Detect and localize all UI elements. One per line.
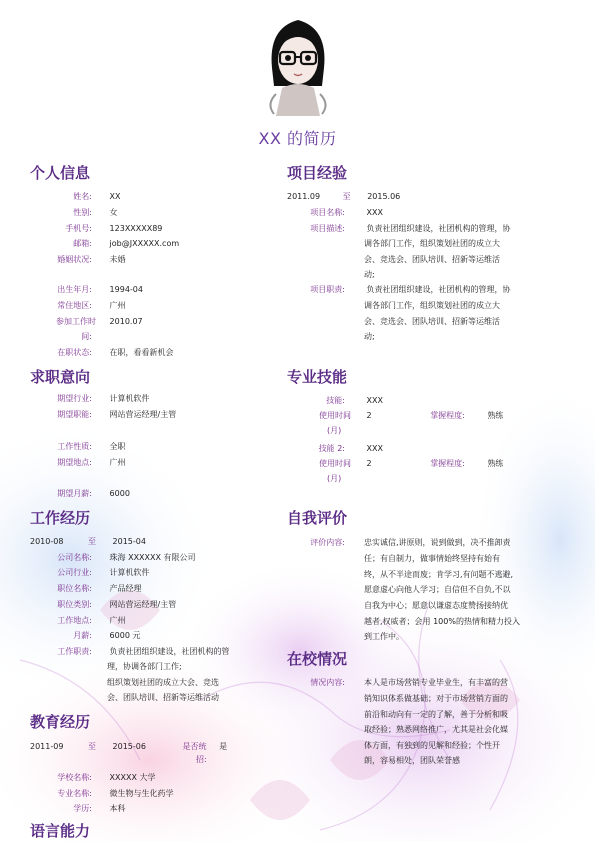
row-work-salary <box>30 630 140 641</box>
row-skill2-time <box>287 458 503 469</box>
intent-industry-label: 期望行业: <box>57 394 92 403</box>
campus-line: 本人是市场营销专业毕业生，有丰富的营 <box>364 678 508 687</box>
skill1-time-label-cont-text: (月) <box>327 426 342 435</box>
project-name-label: 项目名称: <box>310 208 345 217</box>
self-eval-label: 评价内容: <box>310 538 345 547</box>
work-duty-line: 会、团队培训、招新等运维活动 <box>107 693 219 702</box>
row-intent-location <box>30 457 126 468</box>
project-role-line: 调各部门工作，组织策划社团的成立大 <box>364 301 500 310</box>
work-duty-label: 工作职责: <box>57 647 92 656</box>
self-eval-line: 任；有自制力，做事情始终坚持有始有 <box>364 554 500 563</box>
row-project-name <box>287 207 383 218</box>
row-project-desc <box>287 223 511 234</box>
work-category-label: 职位类别: <box>57 600 92 609</box>
work-location-label: 工作地点: <box>57 616 92 625</box>
edu-start: 2011-09 <box>30 742 64 751</box>
row-work-location <box>30 615 126 626</box>
self-eval-line: 忠实诚信,讲原则，说到做到，决不推卸责 <box>364 538 511 547</box>
row-birth <box>30 284 143 295</box>
project-desc-line: 动; <box>364 270 375 279</box>
skill2-time-label-cont <box>327 473 341 484</box>
residence-label: 常住地区: <box>57 301 92 310</box>
project-role-line: 负责社团组织建设，社团机构的管理，协 <box>366 285 511 294</box>
skill2-level-value: 熟练 <box>487 459 504 468</box>
row-status <box>30 347 174 358</box>
row-work-industry <box>30 567 150 578</box>
row-work-company <box>30 552 196 563</box>
edu-degree-label: 学历: <box>73 804 92 813</box>
skill2-label: 技能 2: <box>318 444 345 453</box>
row-work-category <box>30 599 176 610</box>
skill2-time-label: 使用时间 <box>319 459 351 468</box>
work-category-value: 网站营运经理/主管 <box>109 600 177 609</box>
email-value: job@JXXXXX.com <box>109 239 180 248</box>
project-role-line: 动; <box>364 332 375 341</box>
skill1-level-label: 掌握程度: <box>430 411 465 420</box>
row-intent-salary <box>30 488 130 499</box>
section-education-heading: 教育经历 <box>30 713 91 731</box>
work-to: 至 <box>87 537 96 546</box>
campus-label: 情况内容: <box>310 678 345 687</box>
row-edu-major <box>30 788 174 799</box>
campus-line: 前沿和动向有一定的了解，善于分析和吸 <box>364 710 508 719</box>
skill1-value: XXX <box>366 396 383 405</box>
work-industry-value: 计算机软件 <box>109 568 150 577</box>
project-desc-label: 项目描述: <box>310 224 345 233</box>
row-project-role <box>287 284 511 295</box>
campus-label-row <box>287 677 345 688</box>
section-intent-heading: 求职意向 <box>30 368 91 386</box>
row-skill2 <box>287 443 383 454</box>
intent-salary-value: 6000 <box>109 489 130 498</box>
edu-school-label: 学校名称: <box>57 773 92 782</box>
marital-value: 未婚 <box>109 255 126 264</box>
section-project-heading: 项目经验 <box>287 164 348 182</box>
project-desc-line: 负责社团组织建设，社团机构的管理，协 <box>366 224 511 233</box>
project-desc-line: 会、竞选会、团队培训、招新等运维活 <box>364 255 500 264</box>
self-eval-line: 终，从不半途而废；肯学习,有问题不逃避, <box>364 570 514 579</box>
work-salary-value: 6000 元 <box>109 631 141 640</box>
intent-location-value: 广州 <box>109 458 126 467</box>
section-language-heading: 语言能力 <box>30 822 91 840</box>
row-skill1 <box>287 395 383 406</box>
edu-major-value: 微生物与生化药学 <box>109 789 174 798</box>
row-intent-nature <box>30 441 126 452</box>
row-work-duty <box>30 646 230 657</box>
edu-end: 2015-06 <box>112 742 146 751</box>
row-project-period <box>287 191 400 202</box>
row-edu-school <box>30 772 156 783</box>
row-email <box>30 238 179 249</box>
project-role-label: 项目职责: <box>310 285 345 294</box>
row-intent-position <box>30 409 176 420</box>
edu-major-label: 专业名称: <box>57 789 92 798</box>
edu-degree-value: 本科 <box>109 804 126 813</box>
row-name <box>30 191 121 202</box>
project-to: 至 <box>342 192 351 201</box>
work-type-value: 产品经理 <box>109 584 142 593</box>
project-desc-line: 调各部门工作，组织策划社团的成立大 <box>364 239 500 248</box>
status-value: 在职，看看新机会 <box>109 348 174 357</box>
workstart-label-cont: 间: <box>81 332 92 341</box>
work-duty-line: 负责社团组织建设，社团机构的管 <box>109 647 230 656</box>
edu-unified-label-cont-text: 招: <box>196 755 207 764</box>
row-workstart <box>30 316 143 327</box>
work-company-value: 珠海 XXXXXX 有限公司 <box>109 553 196 562</box>
skill2-value: XXX <box>366 444 383 453</box>
section-campus-heading: 在校情况 <box>287 650 348 668</box>
work-location-value: 广州 <box>109 616 126 625</box>
row-edu-period <box>30 741 227 752</box>
skill1-label: 技能: <box>326 396 345 405</box>
skill1-time-label: 使用时间 <box>319 411 351 420</box>
edu-unified-label-cont <box>196 754 207 765</box>
row-skill1-time <box>287 410 503 421</box>
avatar-illustration <box>262 8 334 120</box>
birth-label: 出生年月: <box>57 285 92 294</box>
self-eval-line: 到工作中。 <box>364 632 404 641</box>
edu-unified-label: 是否统 <box>182 742 207 751</box>
name-label: 姓名: <box>73 192 92 201</box>
skill2-time-label-cont-text: (月) <box>327 474 342 483</box>
edu-school-value: XXXXX 大学 <box>109 773 156 782</box>
birth-value: 1994-04 <box>109 285 143 294</box>
project-start: 2011.09 <box>287 192 321 201</box>
name-value: XX <box>109 192 121 201</box>
skill1-level-value: 熟练 <box>487 411 504 420</box>
self-eval-label-row <box>287 537 345 548</box>
row-gender <box>30 207 118 218</box>
campus-line: 销知识体系做基础；对于市场营销方面的 <box>364 694 508 703</box>
email-label: 邮箱: <box>73 239 92 248</box>
row-work-type <box>30 583 142 594</box>
self-eval-line: 越者,权威者；会用 100%的热情和精力投入 <box>364 617 520 626</box>
workstart-value: 2010.07 <box>109 317 143 326</box>
workstart-label: 参加工作时 <box>56 317 96 326</box>
work-company-label: 公司名称: <box>57 553 92 562</box>
work-salary-label: 月薪: <box>73 631 92 640</box>
campus-line: 取经验；熟悉网络推广，尤其是社会化媒 <box>364 725 508 734</box>
edu-unified-value: 是 <box>219 742 228 751</box>
phone-label: 手机号: <box>65 224 92 233</box>
intent-nature-label: 工作性质: <box>57 442 92 451</box>
gender-label: 性别: <box>73 208 92 217</box>
project-name-value: XXX <box>366 208 383 217</box>
project-role-line: 会、竞选会、团队培训、招新等运维活 <box>364 317 500 326</box>
residence-value: 广州 <box>109 301 126 310</box>
self-eval-line: 自我为中心；愿意以谦虚态度赞扬接纳优 <box>364 601 508 610</box>
work-duty-line: 组织策划社团的成立大会、竞选 <box>107 678 219 687</box>
work-type-label: 职位名称: <box>57 584 92 593</box>
work-duty-line: 理，协调各部门工作; <box>107 662 182 671</box>
skill2-level-label: 掌握程度: <box>430 459 465 468</box>
marital-label: 婚姻状况: <box>57 255 92 264</box>
project-end: 2015.06 <box>367 192 401 201</box>
row-phone <box>30 223 162 234</box>
skill1-time-value: 2 <box>366 411 372 420</box>
status-label: 在职状态: <box>57 348 92 357</box>
phone-value: 123XXXXX89 <box>109 224 163 233</box>
row-workstart-label-cont <box>30 331 92 342</box>
section-self-eval-heading: 自我评价 <box>287 509 348 527</box>
campus-line: 体方面，有独到的见解和经验；个性开 <box>364 741 500 750</box>
self-eval-line: 愿意虚心向他人学习；自信但不自负,不以 <box>364 585 511 594</box>
page-title: XX 的简历 <box>258 129 337 148</box>
gender-value: 女 <box>109 208 118 217</box>
intent-industry-value: 计算机软件 <box>109 394 150 403</box>
row-marital <box>30 254 126 265</box>
skill1-time-label-cont <box>327 425 341 436</box>
row-work-period <box>30 536 146 547</box>
row-intent-industry <box>30 393 150 404</box>
campus-line: 朗，容易相处，团队荣誉感 <box>364 756 460 765</box>
row-residence <box>30 300 126 311</box>
work-start: 2010-08 <box>30 537 64 546</box>
intent-position-label: 期望职能: <box>57 410 92 419</box>
section-skills-heading: 专业技能 <box>287 368 348 386</box>
section-work-heading: 工作经历 <box>30 509 91 527</box>
row-edu-degree <box>30 803 126 814</box>
intent-position-value: 网站营运经理/主管 <box>109 410 177 419</box>
section-personal-heading: 个人信息 <box>30 164 91 182</box>
intent-location-label: 期望地点: <box>57 458 92 467</box>
edu-to: 至 <box>87 742 96 751</box>
intent-nature-value: 全职 <box>109 442 126 451</box>
work-end: 2015-04 <box>112 537 146 546</box>
intent-salary-label: 期望月薪: <box>57 489 92 498</box>
work-industry-label: 公司行业: <box>57 568 92 577</box>
skill2-time-value: 2 <box>366 459 372 468</box>
